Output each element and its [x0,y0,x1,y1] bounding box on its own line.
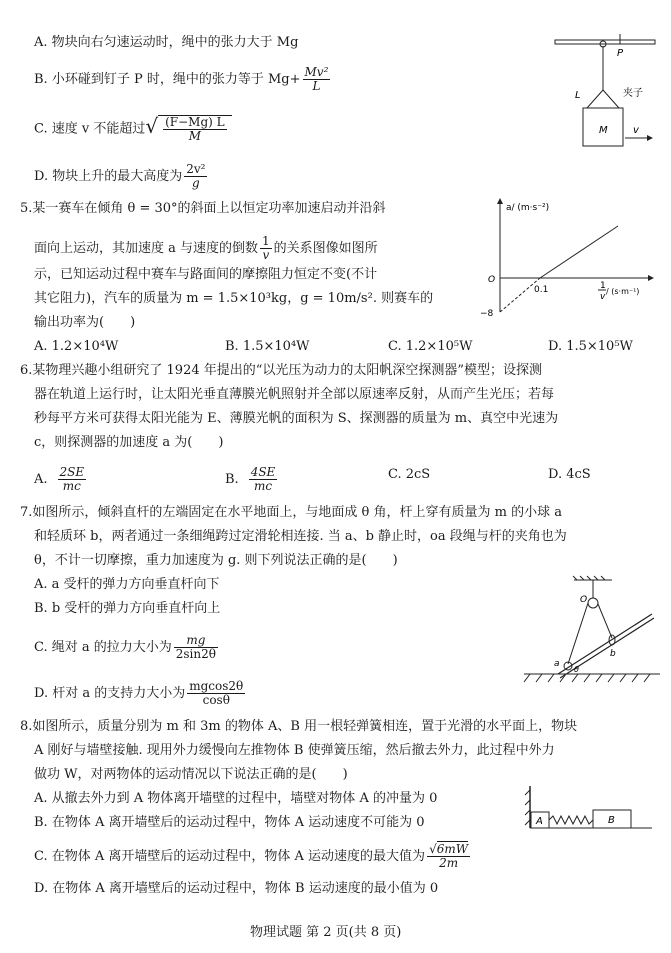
x-tick-label: 0.1 [534,285,549,295]
q6-option-a: A. $\frac{2SE}{mc}$ [34,465,85,493]
q5-graph [478,196,658,318]
q8-option-a: A. 从撤去外力到 A 物体离开墙壁的过程中，墙壁对物体 A 的冲量为 0 [34,791,438,806]
q5-num: 1 [262,234,270,248]
q6-b-num: 4SE [250,465,276,479]
fig7-label-b: b [610,649,616,659]
q7-line-2: 和轻质环 b，两者通过一条细绳跨过定滑轮相连接. 当 a、b 静止时，oa 段绳与杆的夹角也为 [34,529,567,544]
q5-line-4: 其它阻力)，汽车的质量为 m = 1.5×10³kg，g = 10m/s². 则赛车的 [34,291,434,306]
q8-option-c-text: C. 在物体 A 离开墙壁后的运动过程中，物体 A 运动速度的最大值为 [34,849,426,864]
fig7-label-a: a [554,659,560,669]
q8-figure [520,776,660,836]
q8-line-3: 做功 W，对两物体的运动情况以下说法正确的是( ) [34,767,348,782]
q6-line-3: 秒每平方米可获得太阳光能为 E、薄膜光帆的面积为 S、探测器的质量为 m、真空中光速为 [34,411,559,426]
q6-b-den: mc [253,479,273,493]
fig4-label-v: v [633,125,639,136]
q4-c-num: (F−Mg) L [165,115,225,129]
q4-option-a: A. 物块向右匀速运动时，绳中的张力大于 Mg [34,35,299,50]
q5-line-5: 输出功率为( ) [34,315,136,330]
q4-b-num: Mv² [304,65,329,79]
pulley [588,598,598,608]
q8-c-den: 2m [439,856,459,870]
q7-option-d-text: D. 杆对 a 的支持力大小为 [34,686,186,701]
q5-line-2 [34,235,378,262]
q5-option-d: D. 1.5×10⁵W [548,339,633,354]
q4-b-den: L [312,79,321,93]
q4-d-den: g [192,176,200,190]
q6-line-1: 6.某物理兴趣小组研究了 1924 年提出的“以光压为动力的太阳帆深空探测器”模型；设探测 [20,363,543,378]
origin-label: O [488,275,496,285]
fig4-label-l: L [575,90,581,101]
q5-option-c: C. 1.2×10⁵W [388,339,473,354]
fig4-label-p: P [617,48,624,59]
q6-option-d: D. 4cS [548,467,591,482]
q8-line-2: A 刚好与墙壁接触. 现用外力缓慢向左推物体 B 使弹簧压缩，然后撤去外力，此过程中外力 [34,743,555,758]
q4-option-b-fraction [303,66,331,93]
q7-option-c-text: C. 绳对 a 的拉力大小为 [34,640,172,655]
q4-figure [545,30,665,160]
q6-line-2: 器在轨道上运行时，让太阳光垂直薄膜光帆照射并全部以原速率反射，从而产生光压；若每 [34,387,555,402]
extrapolated-line [500,278,540,312]
q4-option-b [34,66,332,93]
q5-option-a: A. 1.2×10⁴W [34,339,119,354]
q5-line-3: 示，已知运动过程中赛车与路面间的摩擦阻力恒定不变(不计 [34,267,378,282]
q6-option-c: C. 2cS [388,467,431,482]
q7-option-c [34,634,220,661]
fig4-label-m: M [599,125,608,136]
q4-option-b-text: B. 小环碰到钉子 P 时，绳中的张力等于 Mg+ [34,72,301,87]
rope-oa [568,603,588,664]
x-label-unit: / (s·m⁻¹) [606,287,640,296]
q7-d-den: cosθ [202,693,230,707]
q4-option-d-text: D. 物块上升的最大高度为 [34,169,183,184]
q4-option-d [34,163,209,190]
q5-line-2-text: 面向上运动，其加速度 a 与速度的倒数 [34,241,259,256]
q7-option-a: A. a 受杆的弹力方向垂直杆向下 [34,577,220,592]
data-line [540,226,618,278]
q7-line-1: 7.如图所示，倾斜直杆的左端固定在水平地面上，与地面成 θ 角，杆上穿有质量为 m 的小球 a [20,505,562,520]
q4-d-num: 2v² [186,162,206,176]
q8-option-b: B. 在物体 A 离开墙壁后的运动过程中，物体 A 运动速度不可能为 0 [34,815,425,830]
q8-option-d: D. 在物体 A 离开墙壁后的运动过程中，物体 B 运动速度的最小值为 0 [34,881,439,896]
fig8-label-b: B [608,815,615,826]
fig8-label-a: A [536,816,543,827]
q7-option-d [34,680,247,707]
q7-figure [522,574,662,686]
q4-option-c-text: C. 速度 v 不能超过 [34,121,146,137]
fig7-label-theta: θ [574,665,579,674]
q7-c-den: 2sin2θ [175,647,216,661]
q7-line-3: θ，不计一切摩擦，重力加速度为 g. 则下列说法正确的是( ) [34,553,398,568]
q8-c-num: 6mW [436,842,469,856]
q8-option-c: C. 在物体 A 离开墙壁后的运动过程中，物体 A 运动速度的最大值为 $\frac{√6mW}{2m}$ [34,842,469,870]
y-axis-label: a/ (m·s⁻²) [506,203,550,213]
q7-c-num: mg [174,634,218,648]
y-tick-label: −8 [480,309,494,318]
q6-a-num: 2SE [59,465,85,479]
rope-ob [598,604,612,638]
q6-option-b: B. $\frac{4SE}{mc}$ [225,465,276,493]
fig4-label-clip: 夹子 [623,88,643,99]
q4-c-sqrt: √ $\frac{(F-Mg) L}{M}$ [145,115,231,143]
page-footer: 物理试题 第 2 页(共 8 页) [250,925,402,940]
q6-a-den: mc [62,479,81,493]
x-label-num: 1 [600,281,606,291]
q5-option-b: B. 1.5×10⁴W [225,339,310,354]
q4-option-c [34,115,232,143]
q7-d-num: mgcos2θ [189,679,244,693]
fig7-label-o: O [580,595,588,605]
q5-line-2-post: 的关系图像如图所 [273,241,378,256]
q6-line-4: c，则探测器的加速度 a 为( ) [34,435,224,450]
x-label-den: v [600,292,606,302]
q5-line-1: 5.某一赛车在倾角 θ = 30°的斜面上以恒定功率加速启动并沿斜 [20,201,386,216]
q5-den: v [262,248,270,262]
q7-option-b: B. b 受杆的弹力方向垂直杆向上 [34,601,221,616]
q8-line-1: 8.如图所示，质量分别为 m 和 3m 的物体 A、B 用一根轻弹簧相连，置于光滑的水平面上，物块 [20,719,578,734]
spring [549,816,593,824]
q4-c-den: M [188,129,201,143]
